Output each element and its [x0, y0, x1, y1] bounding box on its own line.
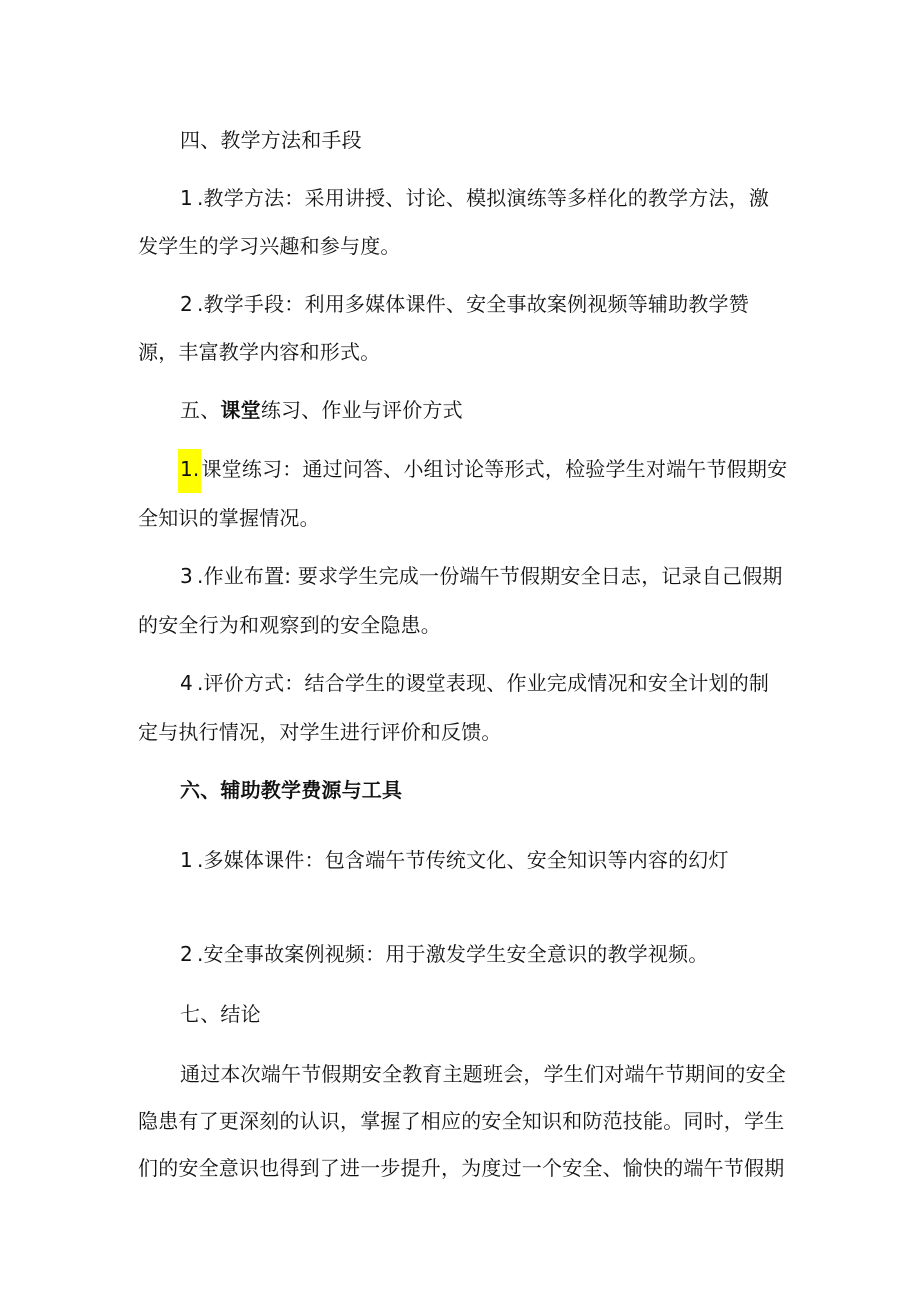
section-6-item-2 [180, 940, 709, 968]
heading-prefix: 五、 [180, 398, 221, 422]
item-text: .作业布置: 要求学生完成一份端午节假期安全日志，记录自己假期 [196, 564, 783, 588]
heading-suffix: 练习、作业与评价方式 [260, 398, 463, 422]
section-6-item-1 [180, 846, 729, 874]
section-5-item-3-line-2: 的安全行为和观察到的安全隐患。 [138, 613, 441, 637]
section-5-heading [180, 396, 463, 424]
heading-bold-text: 课堂 [220, 398, 261, 422]
section-4-heading: 四、教学方法和手段 [180, 128, 362, 152]
conclusion-line-2: 隐患有了更深刻的认识，掌握了相应的安全知识和防范技能。同时，学生 [138, 1109, 785, 1133]
item-number: 1 [180, 186, 193, 210]
conclusion-line-1: 通过本次端午节假期安全教育主题班会，学生们对端午节期间的安全 [180, 1062, 786, 1086]
item-text: .评价方式：结合学生的谡堂表现、作业完成情况和安全计划的制 [196, 671, 770, 695]
section-6-heading: 六、辅助教学费源与工具 [180, 778, 403, 802]
item-text: .教学方法：采用讲授、讨论、模拟演练等多样化的教学方法，激 [196, 186, 770, 210]
item-number: 4 [180, 671, 193, 695]
section-4-item-2-line-1 [180, 290, 749, 318]
conclusion-line-3: 们的安全意识也得到了进一步提升，为度过一个安全、愉快的端午节假期 [138, 1156, 785, 1180]
section-5-item-4-line-2: 定与执行情况，对学生进行评价和反馈。 [138, 720, 502, 744]
item-number: 1 [180, 848, 193, 872]
section-7-heading: 七、结论 [180, 1002, 261, 1026]
section-5-item-3-line-1 [180, 562, 783, 590]
item-text: 课堂练习：通过问答、小组讨论等形式，检验学生对端午节假期安 [201, 457, 788, 481]
item-text: .教学手段：利用多媒体课件、安全事故案例视频等辅助教学赞 [196, 292, 749, 316]
section-5-item-1-line-1 [180, 455, 787, 483]
item-number: 3 [180, 564, 193, 588]
section-4-item-2-line-2: 源，丰富教学内容和形式。 [138, 340, 381, 364]
item-number: 2 [180, 292, 193, 316]
section-5-item-4-line-1 [180, 669, 769, 697]
highlighted-item-number: 1. [178, 449, 201, 493]
section-4-item-1-line-1 [180, 184, 769, 212]
item-number: 2 [180, 942, 193, 966]
item-text: .安全事故案例视频：用于激发学生安全意识的教学视频。 [196, 942, 709, 966]
section-4-item-1-line-2: 发学生的学习兴趣和参与度。 [138, 234, 401, 258]
item-text: .多媒体课件：包含端午节传统文化、安全知识等内容的幻灯 [196, 848, 729, 872]
section-5-item-1-line-2: 全知识的掌握情况。 [138, 506, 320, 530]
